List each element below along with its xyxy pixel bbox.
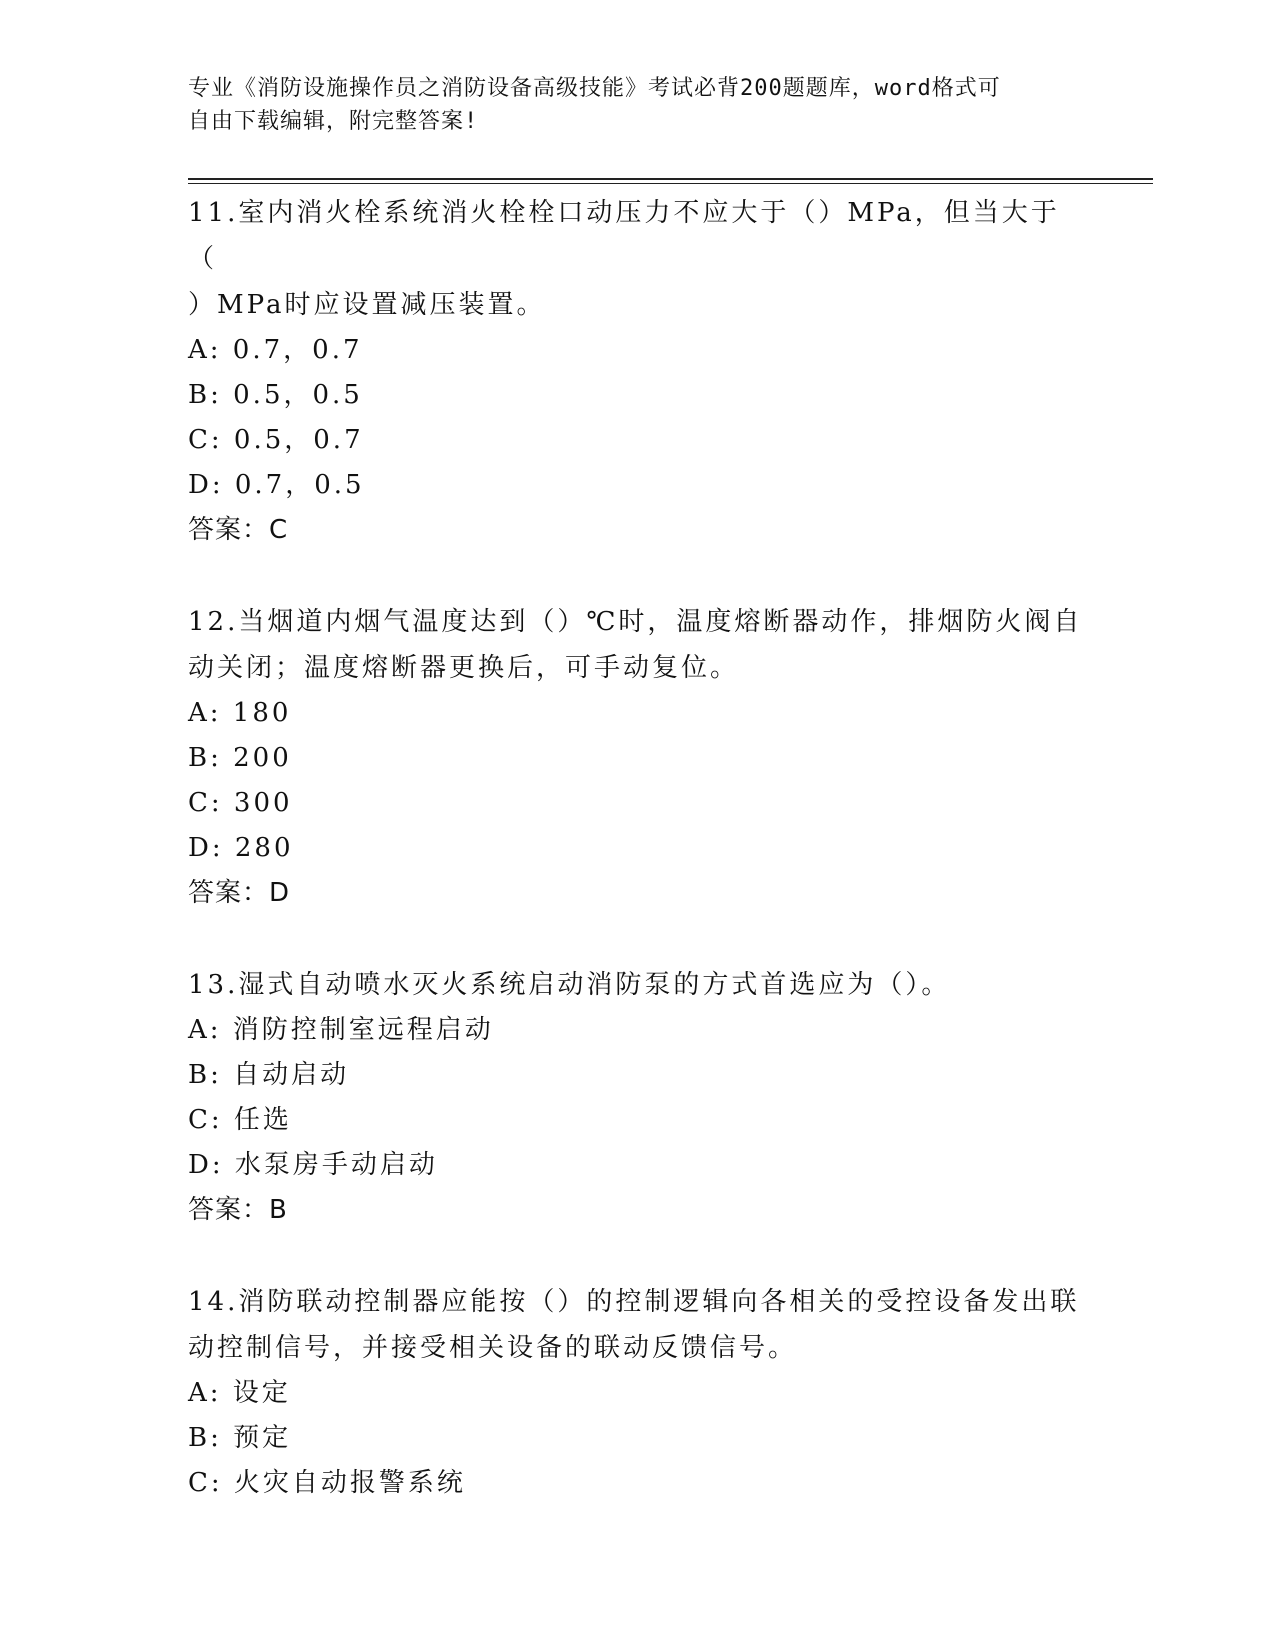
question-stem-line: 11.室内消火栓系统消火栓栓口动压力不应大于（）MPa，但当大于（ bbox=[188, 198, 1060, 274]
header-line-1: 专业《消防设施操作员之消防设备高级技能》考试必背200题题库，word格式可 bbox=[188, 76, 1001, 101]
question-stem-line: 13.湿式自动喷水灭火系统启动消防泵的方式首选应为（）。 bbox=[188, 970, 951, 1000]
header-divider-thick bbox=[188, 178, 1153, 180]
answer: 答案：C bbox=[188, 515, 289, 545]
option-a: A: 0.7，0.7 bbox=[188, 335, 363, 365]
header-line-2: 自由下载编辑，附完整答案! bbox=[188, 109, 479, 134]
option-d: D: 280 bbox=[188, 833, 294, 863]
question-stem-line: 动控制信号，并接受相关设备的联动反馈信号。 bbox=[188, 1333, 798, 1363]
option-b: B: 自动启动 bbox=[188, 1060, 350, 1090]
option-c: C: 任选 bbox=[188, 1105, 292, 1135]
question-12 bbox=[188, 599, 1088, 916]
question-stem-line: ）MPa时应设置减压装置。 bbox=[188, 290, 546, 320]
answer: 答案：B bbox=[188, 1195, 288, 1225]
question-14 bbox=[188, 1279, 1088, 1506]
option-c: C: 火灾自动报警系统 bbox=[188, 1468, 466, 1498]
option-d: D: 水泵房手动启动 bbox=[188, 1150, 438, 1180]
question-list bbox=[188, 190, 1088, 1506]
option-b: B: 预定 bbox=[188, 1423, 292, 1453]
header-divider-thin bbox=[188, 183, 1153, 184]
answer: 答案：D bbox=[188, 878, 291, 908]
option-b: B: 0.5，0.5 bbox=[188, 380, 363, 410]
option-d: D: 0.7，0.5 bbox=[188, 470, 365, 500]
option-a: A: 设定 bbox=[188, 1378, 291, 1408]
option-b: B: 200 bbox=[188, 743, 292, 773]
question-stem-line: 12.当烟道内烟气温度达到（）℃时，温度熔断器动作，排烟防火阀自 bbox=[188, 607, 1083, 637]
option-a: A: 消防控制室远程启动 bbox=[188, 1015, 494, 1045]
question-13 bbox=[188, 962, 1088, 1233]
document-header bbox=[188, 72, 1068, 138]
question-stem-line: 动关闭；温度熔断器更换后，可手动复位。 bbox=[188, 653, 740, 683]
question-11 bbox=[188, 190, 1088, 553]
option-c: C: 300 bbox=[188, 788, 293, 818]
option-a: A: 180 bbox=[188, 698, 292, 728]
option-c: C: 0.5，0.7 bbox=[188, 425, 364, 455]
question-stem-line: 14.消防联动控制器应能按（）的控制逻辑向各相关的受控设备发出联 bbox=[188, 1287, 1080, 1317]
